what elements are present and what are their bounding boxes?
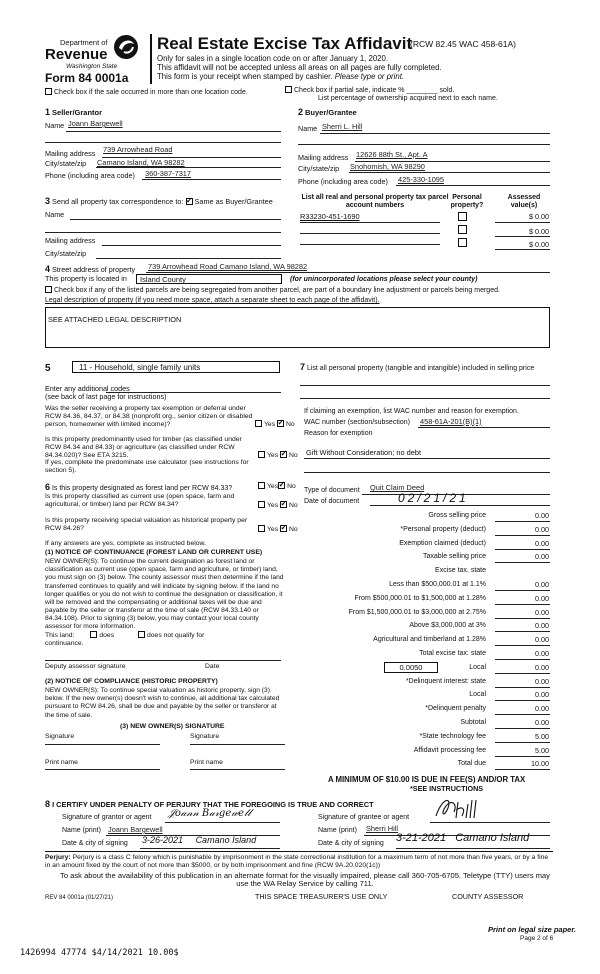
- doc-date-label: Date of document: [304, 498, 360, 505]
- calc-value[interactable]: 0.00: [535, 676, 549, 686]
- subtitle-1: Only for sales in a single location code on or after January 1, 2020.: [157, 54, 389, 63]
- buyer-mail[interactable]: 12626 88th St., Apt. A: [356, 150, 428, 159]
- calc-value[interactable]: 0.00: [535, 718, 549, 727]
- calc-underline: [495, 645, 550, 646]
- calc-value[interactable]: 0.00: [535, 552, 549, 562]
- notice-1-text: NEW OWNER(S): To continue the current designation as forest land or classification as current use (open space, farm and agriculture, or timber) land, you must sign on (3) below. The county assessor must then determine if the land transferred continues to qualify and will indicate by signing below. If the land no longer qualifies or you do not wish to continue the designation or classification, it will be removed and the compensating or additional taxes will be due and payable by the seller or transferor at the time of sale (RCW 84.33.140 or 84.34.108). Prior to signing (3) below, you may contact your local county assessor for more information.: [45, 558, 284, 631]
- grantor-sig-label: Signature of grantor or agent: [62, 814, 152, 821]
- partial-sale-checkbox[interactable]: [285, 86, 292, 93]
- calc-label: Exemption claimed (deduct): [399, 539, 486, 547]
- seller-name[interactable]: Joann Bargewell: [68, 119, 123, 128]
- calc-underline: [495, 521, 550, 522]
- grantee-name[interactable]: Sherri Hill: [366, 824, 399, 833]
- calc-label: Gross selling price: [428, 512, 486, 519]
- calc-label: *Delinquent penalty: [425, 705, 486, 713]
- calc-underline: [495, 590, 550, 591]
- sec6-q2-answer[interactable]: Yes ✓ No: [258, 501, 298, 510]
- calc-value[interactable]: 0.00: [535, 607, 549, 617]
- calc-underline: [495, 631, 550, 632]
- calc-underline: [495, 700, 550, 701]
- grantor-date-label: Date & city of signing: [62, 840, 128, 847]
- calc-label: Total excise tax: state: [419, 650, 486, 657]
- sec3-label: 3 Send all property tax correspondence to: ✓ Same as Buyer/Grantee: [45, 196, 273, 207]
- sec6-q1-answer[interactable]: Yes✓ No: [258, 482, 296, 491]
- wac-number[interactable]: 458-61A-201(B)(1): [420, 417, 482, 426]
- calc-label: Above $3,000,000 at 3%: [409, 622, 486, 630]
- notice-2-text: NEW OWNER(S): To continue special valuation as historic property, sign (3) below. If the new owner(s) doesn't wish to continue, all additional tax calculated pursuant to RCW 84.26, shall be due and payable by the seller or transferor at the time of sale.: [45, 687, 280, 719]
- calc-label: Total due: [457, 760, 486, 768]
- buyer-phone-label: Phone (including area code): [298, 177, 388, 186]
- seller-phone[interactable]: 360-387-7317: [145, 169, 192, 178]
- multi-location-row[interactable]: Check box if the sale occurred in more than one location code.: [45, 88, 248, 97]
- calc-label: From $1,500,000.01 to $3,000,000 at 2.75%: [348, 608, 486, 616]
- seller-mail-label: Mailing address: [45, 149, 96, 158]
- calc-underline: [495, 535, 550, 536]
- certify-heading: 8 I CERTIFY UNDER PENALTY OF PERJURY THAT THE FOREGOING IS TRUE AND CORRECT: [45, 799, 374, 809]
- new-owner-sig-2: Signature: [190, 733, 220, 740]
- deputy-sig-label: Deputy assessor signature: [45, 663, 126, 670]
- calc-value[interactable]: 0.00: [535, 511, 549, 520]
- buyer-name-label: Name: [298, 124, 318, 133]
- dept-label: Department of: [60, 38, 108, 47]
- county-note: (for unincorporated locations please select your county): [290, 276, 478, 283]
- sec5-q1: Was the seller receiving a property tax exemption or deferral under RCW 84.36, 84.37, or 84.38 (nonprofit org., senior citizen or disabled person, homeowner with limited income)?: [45, 405, 253, 429]
- doc-type-label: Type of document: [304, 487, 360, 494]
- calc-underline: [495, 618, 550, 619]
- alternate-format-note: To ask about the availability of this publication in an alternate format for the visually impaired, please call 360-705-6705. Teletype (TTY) users may use the WA Relay Service by calling 711.: [60, 871, 550, 889]
- sec6-q2: Is this property classified as current use (open space, farm and agricultural, or timber) land per RCW 84.34?: [45, 493, 235, 509]
- calc-value[interactable]: 0.00: [535, 649, 549, 658]
- sec3-name-label: Name: [45, 210, 65, 219]
- calc-label: Agricultural and timberland at 1.28%: [373, 636, 486, 644]
- sec6-q3-answer[interactable]: Yes ✓ No: [258, 525, 298, 534]
- grantee-signature: [432, 796, 492, 822]
- form-rcw: (RCW 82.45 WAC 458-61A): [410, 39, 516, 49]
- doc-date[interactable]: 02/21/21: [398, 491, 469, 505]
- personal-property-checkbox-1[interactable]: [458, 212, 467, 221]
- calc-label: *State technology fee: [419, 732, 486, 740]
- seller-heading: 1 Seller/Grantor: [45, 107, 103, 117]
- property-address[interactable]: 739 Arrowhead Road Camano Island, WA 98282: [148, 262, 308, 271]
- form-title: Real Estate Excise Tax Affidavit: [157, 34, 413, 53]
- seller-city[interactable]: Camano Island, WA 98282: [97, 158, 185, 167]
- calc-value[interactable]: 0.00: [535, 593, 549, 603]
- continuance-label: continuance.: [45, 640, 84, 647]
- calc-value[interactable]: 0.00: [535, 690, 549, 700]
- seller-name-label: Name: [45, 121, 65, 130]
- calc-label: From $500,000.01 to $1,500,000 at 1.28%: [354, 594, 486, 602]
- county-select[interactable]: Island County: [136, 274, 282, 284]
- sec5-num: 5: [45, 363, 51, 374]
- calc-underline: [495, 742, 550, 743]
- calc-underline: [495, 673, 550, 674]
- sec7-label: 7 List all personal property (tangible and intangible) included in selling price: [300, 362, 535, 372]
- county-assessor: COUNTY ASSESSOR: [452, 892, 524, 901]
- grantor-signature: 𝒥𝑜𝒶𝓃𝓃 𝐵𝒶𝓇𝑔𝑒𝓌𝑒𝓁𝓁: [168, 808, 251, 819]
- sec5-q2-answer[interactable]: Yes ✓ No: [258, 451, 298, 460]
- treasurer-use: THIS SPACE TREASURER'S USE ONLY: [255, 892, 388, 901]
- parcel-header: List all real and personal property tax parcel account numbers: [301, 194, 449, 210]
- if-any-note: If any answers are yes, complete as instructed below.: [45, 540, 206, 547]
- legal-description-label: Legal description of property (if you need more space, attach a separate sheet to each page of the affidavit).: [45, 297, 380, 304]
- notice-1-heading: (1) NOTICE OF CONTINUANCE (FOREST LAND OR CURRENT USE): [45, 549, 263, 556]
- legal-paper-note: Print on legal size paper.: [488, 925, 576, 934]
- notice-3-heading: (3) NEW OWNER(S) SIGNATURE: [120, 723, 225, 730]
- buyer-mail-label: Mailing address: [298, 153, 349, 162]
- see-instructions: *SEE INSTRUCTIONS: [410, 784, 484, 793]
- assessed-value-header: Assessed value(s): [507, 194, 541, 210]
- sec6-q1: 6 Is this property designated as forest land per RCW 84.33?: [45, 482, 233, 492]
- subtitle-2: This affidavit will not be accepted unless all areas on all pages are fully completed.: [157, 63, 442, 72]
- seller-mail[interactable]: 739 Arrowhead Road: [103, 145, 173, 154]
- calc-underline: [495, 714, 550, 715]
- calc-value[interactable]: 0.00: [535, 524, 549, 534]
- buyer-phone[interactable]: 425-330-1095: [398, 175, 445, 184]
- grantee-sig-label: Signature of grantee or agent: [318, 814, 410, 821]
- legal-description-text: SEE ATTACHED LEGAL DESCRIPTION: [48, 315, 182, 324]
- sec5-q2b: If yes, complete the predominate use calculator (see instructions for section 5).: [45, 459, 249, 475]
- sec5-q1-answer[interactable]: Yes ✓ No: [255, 420, 295, 429]
- calc-label: Affidavit processing fee: [413, 746, 486, 754]
- calc-value[interactable]: 5.00: [535, 731, 549, 741]
- form-number: Form 84 0001a: [45, 71, 129, 85]
- notice-2-heading: (2) NOTICE OF COMPLIANCE (HISTORIC PROPERTY): [45, 678, 218, 685]
- street-address-label: 4 Street address of property: [45, 264, 136, 274]
- calc-underline: [495, 659, 550, 660]
- sec6-q3: Is this property receiving special valuation as historical property per RCW 84.26?: [45, 517, 248, 533]
- calc-underline: [495, 604, 550, 605]
- local-rate-box[interactable]: 0.0050: [384, 662, 438, 673]
- wac-label: WAC number (section/subsection): [304, 419, 410, 426]
- calc-label: Subtotal: [460, 719, 486, 726]
- same-as-buyer-checkbox[interactable]: [186, 198, 193, 205]
- legal-description-box[interactable]: [45, 307, 550, 348]
- sec5-q2: Is this property predominantly used for timber (as classified under RCW 84.34 and 84.33) or agriculture (as classified under RCW 84.34.020)? See ETA 3215.: [45, 436, 242, 460]
- calc-value[interactable]: 0.00: [535, 662, 549, 672]
- buyer-city[interactable]: Snohomish, WA 98290: [350, 162, 425, 171]
- header-divider: [150, 34, 152, 84]
- calc-value[interactable]: 0.00: [535, 635, 549, 645]
- partial-sale-row[interactable]: Check box if partial sale, indicate % ________ sold.: [285, 86, 454, 95]
- calc-label: Excise tax. state: [435, 567, 486, 575]
- personal-property-header: Personal property?: [450, 194, 484, 210]
- calc-underline: [495, 756, 550, 757]
- land-use-code-select[interactable]: 11 - Household, single family units: [72, 361, 280, 373]
- calc-label: Taxable selling price: [422, 553, 486, 561]
- calc-value[interactable]: 0.00: [535, 621, 549, 631]
- exemption-reason[interactable]: Gift Without Consideration; no debt: [306, 448, 422, 457]
- subtitle-3: This form is your receipt when stamped by cashier. Please type or print.: [157, 72, 405, 81]
- calc-underline: [495, 562, 550, 563]
- calc-underline: [495, 549, 550, 550]
- segregate-checkbox[interactable]: [45, 286, 52, 293]
- perjury-box: Perjury: Perjury is a class C felony which is punishable by imprisonment in the state correctional institution for a maximum term of not more than five years, or by a fine in an amount fixed by the court of not more than $5000, or by both imprisonment and fine (RCW 9A.20.020(1c)): [45, 851, 553, 870]
- calc-underline: [495, 687, 550, 688]
- calc-label: Local: [469, 663, 486, 671]
- grantee-date[interactable]: 3-21-2021 Camano Island: [396, 832, 530, 844]
- seller-city-label: City/state/zip: [45, 159, 87, 168]
- segregate-row[interactable]: Check box if any of the listed parcels are being segregated from another parcel, are part of a boundary line adjustment or parcels being merged.: [45, 286, 500, 295]
- calc-label: *Personal property (deduct): [400, 525, 486, 533]
- calc-underline: [495, 728, 550, 729]
- calc-label: Less than $500,000.01 at 1.1%: [389, 581, 486, 588]
- calc-underline: [495, 769, 550, 770]
- calc-label: *Delinquent interest: state: [405, 677, 486, 685]
- buyer-heading: 2 Buyer/Grantee: [298, 107, 357, 117]
- grantee-date-label: Date & city of signing: [318, 840, 384, 847]
- grantee-name-label: Name (print): [318, 827, 357, 834]
- minimum-notice: A MINIMUM OF $10.00 IS DUE IN FEE(S) AND/OR TAX: [328, 775, 526, 784]
- sec3-mail-label: Mailing address: [45, 236, 96, 245]
- assessed-value-2[interactable]: $ 0.00: [529, 227, 549, 236]
- grantor-date[interactable]: 3-26-2021 Camano Island: [142, 835, 257, 845]
- reason-label: Reason for exemption: [304, 430, 373, 437]
- assessed-value-3[interactable]: $ 0.00: [529, 240, 549, 249]
- assessed-value-1[interactable]: $ 0.00: [529, 212, 549, 221]
- calc-value[interactable]: 0.00: [535, 580, 549, 589]
- calc-value[interactable]: 0.00: [535, 538, 549, 548]
- calc-value[interactable]: 10.00: [531, 759, 549, 769]
- page-number: Page 2 of 6: [520, 935, 554, 942]
- deputy-date-label: Date: [205, 663, 220, 670]
- see-back-note: (see back of last page for instructions): [45, 392, 167, 401]
- ownership-note: List percentage of ownership acquired next to each name.: [318, 95, 498, 102]
- this-land-row: This land: does does not qualify for: [45, 632, 205, 639]
- recording-stamp: 1426994 47774 $4/14/2021 10.00$: [20, 948, 179, 958]
- calc-value[interactable]: 5.00: [535, 745, 549, 755]
- new-owner-print-2: Print name: [190, 759, 223, 766]
- seller-phone-label: Phone (including area code): [45, 171, 135, 180]
- grantor-name[interactable]: Joann Bargewell: [108, 825, 163, 834]
- doc-type[interactable]: Quit Claim Deed: [370, 483, 425, 492]
- exemption-label: If claiming an exemption, list WAC number and reason for exemption.: [304, 408, 519, 415]
- personal-property-checkbox-2[interactable]: [458, 225, 467, 234]
- personal-property-checkbox-3[interactable]: [458, 238, 467, 247]
- revenue-logo-text: Revenue: [45, 46, 108, 63]
- buyer-name[interactable]: Sherri L. Hill: [322, 122, 363, 131]
- grantor-name-label: Name (print): [62, 827, 101, 834]
- new-owner-sig-1: Signature: [45, 733, 75, 740]
- additional-codes-label: Enter any additional codes: [45, 384, 130, 393]
- calc-label: Local: [469, 691, 486, 699]
- rev-number: REV 84 0001a (01/27/21): [45, 895, 114, 901]
- multi-location-checkbox[interactable]: [45, 88, 52, 95]
- state-label: Washington State: [66, 63, 118, 70]
- parcel-number-1[interactable]: R33230-451-1690: [300, 212, 360, 221]
- located-label: This property is located in: [45, 274, 127, 283]
- sec3-city-label: City/state/zip: [45, 249, 87, 258]
- buyer-city-label: City/state/zip: [298, 164, 340, 173]
- revenue-logo-icon: [112, 34, 140, 60]
- calc-value[interactable]: 0.00: [535, 704, 549, 714]
- new-owner-print-1: Print name: [45, 759, 78, 766]
